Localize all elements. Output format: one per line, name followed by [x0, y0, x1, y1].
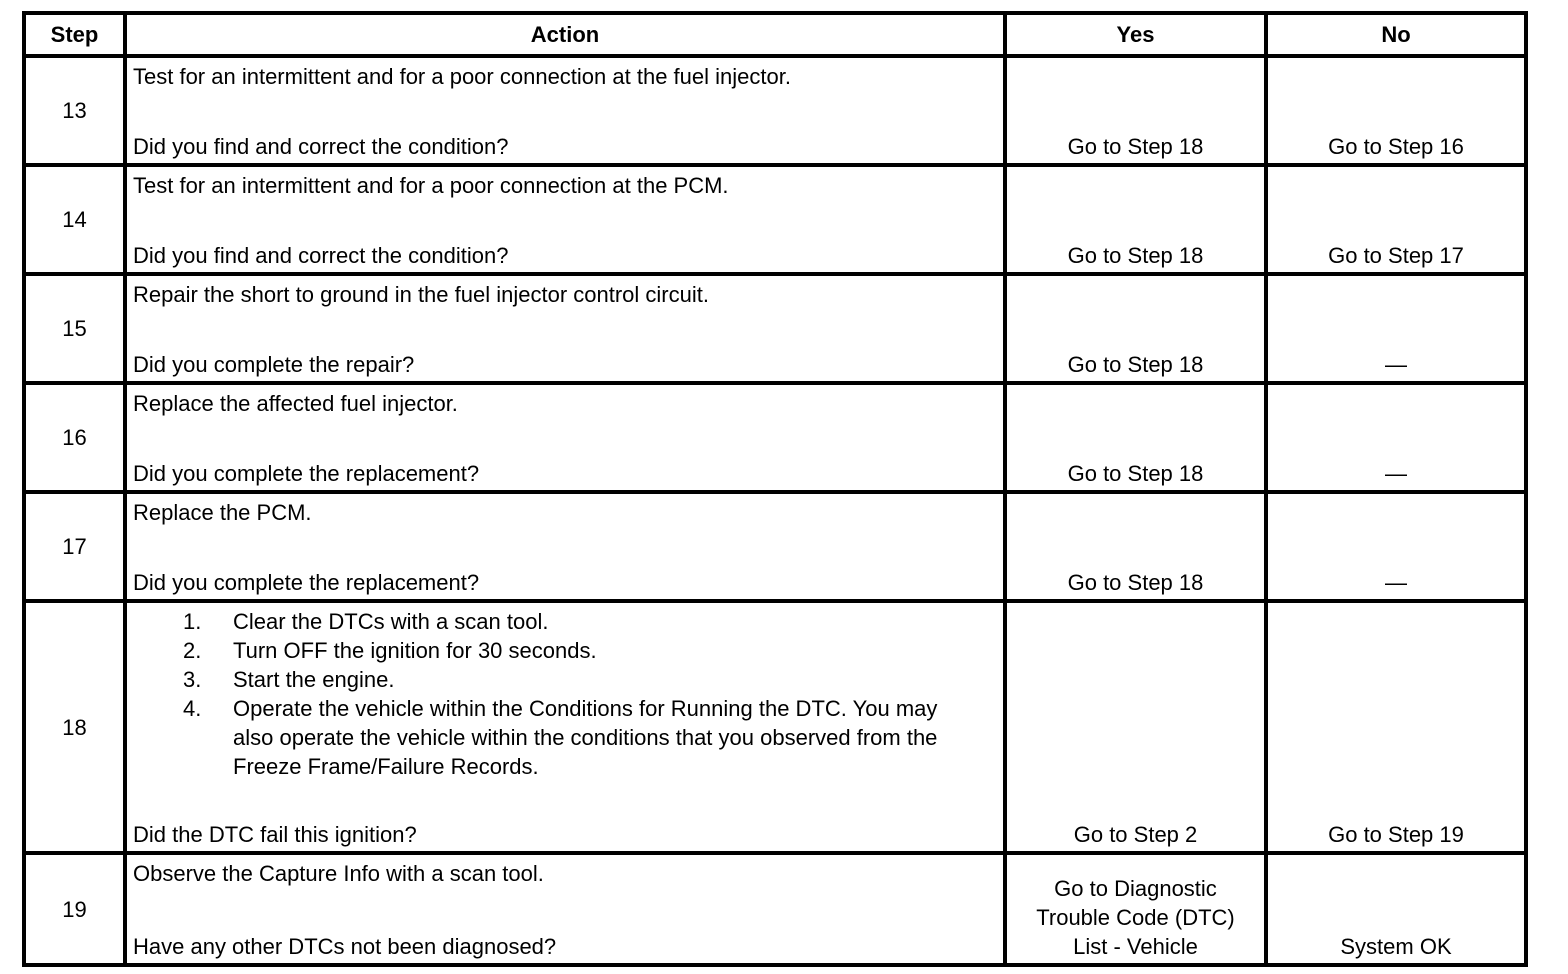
no-cell: Go to Step 19 — [1266, 601, 1526, 853]
header-yes: Yes — [1005, 13, 1266, 56]
list-item — [183, 694, 997, 781]
table-row — [24, 165, 1526, 274]
question-text: Have any other DTCs not been diagnosed? — [133, 934, 557, 959]
action-cell — [125, 165, 1005, 274]
yes-cell: Go to Step 18 — [1005, 383, 1266, 492]
table-row — [24, 853, 1526, 965]
action-cell — [125, 853, 1005, 965]
step-item-number: 4. — [183, 696, 202, 721]
list-item — [183, 665, 997, 694]
header-action: Action — [125, 13, 1005, 56]
step-item-text: Start the engine. — [233, 667, 395, 692]
table-row — [24, 492, 1526, 601]
no-cell: System OK — [1266, 853, 1526, 965]
question-text: Did the DTC fail this ignition? — [133, 822, 417, 847]
question-text: Did you find and correct the condition? — [133, 243, 509, 268]
step-item-text: Clear the DTCs with a scan tool. — [233, 609, 549, 634]
action-text: Test for an intermittent and for a poor connection at the fuel injector. — [133, 64, 791, 89]
no-cell: — — [1266, 383, 1526, 492]
table-header-row — [24, 13, 1526, 56]
table-row — [24, 274, 1526, 383]
action-cell — [125, 274, 1005, 383]
step-number: 19 — [24, 853, 125, 965]
step-item-number: 1. — [183, 609, 202, 634]
action-cell — [125, 492, 1005, 601]
step-number: 15 — [24, 274, 125, 383]
action-text: Replace the affected fuel injector. — [133, 391, 458, 416]
header-no: No — [1266, 13, 1526, 56]
numbered-steps — [133, 607, 997, 781]
step-number: 13 — [24, 56, 125, 165]
no-cell: — — [1266, 492, 1526, 601]
yes-cell: Go to Step 18 — [1005, 165, 1266, 274]
yes-cell — [1005, 853, 1266, 965]
table-row — [24, 601, 1526, 853]
yes-cell: Go to Step 18 — [1005, 492, 1266, 601]
question-text: Did you complete the replacement? — [133, 461, 480, 486]
step-number: 16 — [24, 383, 125, 492]
action-text: Repair the short to ground in the fuel injector control circuit. — [133, 282, 709, 307]
action-text: Observe the Capture Info with a scan tool. — [133, 861, 544, 886]
no-cell: Go to Step 17 — [1266, 165, 1526, 274]
step-number: 17 — [24, 492, 125, 601]
question-text: Did you complete the repair? — [133, 352, 415, 377]
question-text: Did you find and correct the condition? — [133, 134, 509, 159]
action-text: Replace the PCM. — [133, 500, 312, 525]
action-cell — [125, 56, 1005, 165]
yes-line: Go to Diagnostic — [1054, 876, 1217, 901]
step-item-number: 2. — [183, 638, 202, 663]
list-item — [183, 607, 997, 636]
action-cell — [125, 601, 1005, 853]
step-number: 18 — [24, 601, 125, 853]
step-item-text: Operate the vehicle within the Conditions for Running the DTC. You may also operate the vehicle within the conditions that you observed from the Freeze Frame/Failure Records. — [233, 696, 938, 779]
question-text: Did you complete the replacement? — [133, 570, 480, 595]
yes-line: Trouble Code (DTC) — [1036, 905, 1235, 930]
list-item — [183, 636, 997, 665]
action-cell — [125, 383, 1005, 492]
yes-cell: Go to Step 18 — [1005, 56, 1266, 165]
yes-line: List - Vehicle — [1073, 934, 1198, 959]
no-cell: — — [1266, 274, 1526, 383]
table-row — [24, 56, 1526, 165]
table-row — [24, 383, 1526, 492]
step-item-number: 3. — [183, 667, 202, 692]
header-step: Step — [24, 13, 125, 56]
step-number: 14 — [24, 165, 125, 274]
yes-cell: Go to Step 18 — [1005, 274, 1266, 383]
action-text: Test for an intermittent and for a poor connection at the PCM. — [133, 173, 729, 198]
yes-cell: Go to Step 2 — [1005, 601, 1266, 853]
no-cell: Go to Step 16 — [1266, 56, 1526, 165]
diagnostic-table — [22, 11, 1528, 967]
step-item-text: Turn OFF the ignition for 30 seconds. — [233, 638, 597, 663]
